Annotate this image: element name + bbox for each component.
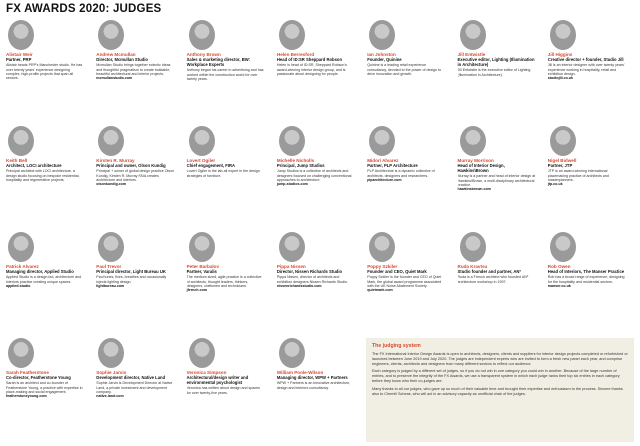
judge-name: Michelle Nicholls xyxy=(276,158,315,163)
judge-website[interactable]: jtp.co.uk xyxy=(547,182,563,187)
judge-role: Principal director, Light Bureau UK xyxy=(96,269,166,275)
judge-role: Partner, PRP xyxy=(6,57,32,63)
judge-card xyxy=(367,126,445,182)
judge-bio: Principal + owner of global design practice Olson Kundig, Kirsten R. Murray FAIA creates architecture and interiors. xyxy=(96,169,175,182)
judge-role: Head of Interiors, The Manser Practice xyxy=(547,269,625,275)
judge-name: Murray Morrison xyxy=(457,158,494,163)
judge-portrait-photo xyxy=(279,232,305,262)
judge-role: Director, Mcmullan Studio xyxy=(96,57,148,63)
judge-name: Pippa Nissen xyxy=(276,264,306,269)
judge-bio: The medium sized, agile practice is a collective of architects, thought leaders, thinkers, designers, craftsmen and technicians. xyxy=(186,275,262,288)
judge-card xyxy=(548,232,626,288)
judge-role: Head of Interior Design, Hawkins\Brown xyxy=(457,163,505,174)
page-title: FX AWARDS 2020: JUDGES xyxy=(6,3,162,15)
judge-bio: Poppy Szkiler is the founder and CEO of Quiet Mark, the global award programme associated with the UK Noise Abatement Society. xyxy=(367,275,442,288)
judge-role: Founder and CEO, Quiet Mark xyxy=(367,269,427,275)
judge-website[interactable]: nissenrichardsstudio.com xyxy=(276,284,322,288)
judge-role: Partner, Varalis xyxy=(186,269,217,275)
judge-card xyxy=(187,126,265,178)
judge-role: Architect, LOCI architecture xyxy=(6,163,62,169)
judge-website[interactable]: studiojill.co.uk xyxy=(547,76,573,81)
judge-website[interactable]: native-land.com xyxy=(96,394,124,399)
judge-website[interactable]: featherstoneyoung.com xyxy=(6,394,47,399)
judge-name: Paul Trevor xyxy=(96,264,122,269)
judge-card xyxy=(6,338,84,399)
judging-system-heading: The judging system xyxy=(372,343,421,349)
judge-portrait-photo xyxy=(8,20,34,50)
judge-bio: Sophie Jarvis is Development Director at Native Land, a private investment and development company. xyxy=(96,381,173,394)
judge-portrait-photo xyxy=(98,338,124,368)
judge-portrait-photo xyxy=(8,126,34,156)
judge-portrait-photo xyxy=(460,232,486,262)
judge-role: Principal, Jump Studios xyxy=(276,163,325,169)
judge-card xyxy=(277,126,355,187)
judge-portrait-photo xyxy=(279,338,305,368)
judge-bio: Jump Studios is a collective of architects and designers focused on challenging conventional approaches to architecture. xyxy=(276,169,352,182)
judge-role: Managing director, WPW + Partners xyxy=(276,375,348,381)
judge-portrait-photo xyxy=(98,126,124,156)
judge-bio: Helen is head of ID:SR, Sheppard Robson's award-winning interior design group, and is passionate about designing for people. xyxy=(276,63,347,76)
judge-bio: Applied Studio is a design-led, architecture and interiors practice creating unique spaces. xyxy=(6,275,82,284)
judge-name: Jill Higgins xyxy=(547,52,573,57)
judge-role: Principal and owner, Olson Kundig xyxy=(96,163,166,169)
judge-name: Lovert Ogiler xyxy=(186,158,216,163)
judge-role: Creative director + founder, Studio Jill xyxy=(547,57,624,63)
judge-portrait-photo xyxy=(550,232,576,262)
judge-portrait-photo xyxy=(369,126,395,156)
judge-name: Alistair Weir xyxy=(6,52,33,57)
judge-role: Sales & marketing director, BW: Workplace Experts xyxy=(186,57,251,68)
judge-name: Ruda Kravtsu xyxy=(457,264,488,269)
judge-name: Kirsten R. Murray xyxy=(96,158,135,163)
judge-portrait-photo xyxy=(189,232,215,262)
judge-name: Nigel Bidwell xyxy=(547,158,577,163)
judge-role: Studio founder and partner, ANº xyxy=(457,269,521,275)
judge-role: Chief engagement, FIRA xyxy=(186,163,235,169)
judge-card xyxy=(96,20,174,81)
judge-bio: Alistair heads PRP's Manchester studio. He has over twenty years' experience designing complex, high-profile projects that span all sectors. xyxy=(6,63,83,81)
judge-name: William Poole-Wilson xyxy=(276,370,324,375)
judge-bio: Rob has a broad range of experience, designing for the hospitality and residential sectors. xyxy=(547,275,625,284)
judge-card xyxy=(187,232,265,293)
judge-name: Jill Entwistle xyxy=(457,52,486,57)
judge-name: Peter Barbalov xyxy=(186,264,220,269)
judge-bio: JTP is an award-winning international placemaking practice of architects and masterplanners. xyxy=(547,169,609,182)
judge-bio: PLP Architecture is a dynamic collective of architects, designers and researchers. xyxy=(367,169,435,178)
judge-bio: Anthony began his career in advertising and has worked within the construction world for over twenty years. xyxy=(186,68,264,81)
judge-portrait-photo xyxy=(550,126,576,156)
judge-website[interactable]: applied.studio xyxy=(6,284,31,288)
judge-bio: Principal architect with LOCI architecture, a design studio focusing on bespoke residential, hospitality and regenerative projects. xyxy=(6,169,80,182)
judge-card xyxy=(277,338,355,390)
judging-system-paragraph-3: Many thanks to all our judges, who gave up so much of their valuable time and brought their expertise and enthusiasm to the process. Sincere thanks also to Chemill Scheas, who will act in an advisory capacity as unofficial chair of the judges. xyxy=(372,386,623,396)
judge-role: Director, Nissen Richards Studio xyxy=(276,269,343,275)
judge-card xyxy=(96,338,174,399)
judge-name: Andrew Mcmullan xyxy=(96,52,136,57)
judge-card xyxy=(6,126,84,182)
judge-role: Founder, Quinine xyxy=(367,57,402,63)
judge-website[interactable]: mcmullanstudio.com xyxy=(96,76,133,81)
judge-portrait-photo xyxy=(8,232,34,262)
judge-bio: Sarah is an architect and co-founder of Featherstone Young, a practice with expertise in place-making and social engagement. xyxy=(6,381,83,394)
judge-name: Veronica Simpson xyxy=(186,370,227,375)
judge-role: Development director, Native Land xyxy=(96,375,166,381)
judge-portrait-photo xyxy=(98,20,124,50)
judge-bio: Lovert Ogiler is the lab-all expert in the design strategies of furniture. xyxy=(186,169,260,178)
judge-bio: Paul tunes, fixes, breathes and occasionally injects lighting design. xyxy=(96,275,167,284)
judge-name: Helen Berresford xyxy=(276,52,315,57)
judge-website[interactable]: plparchitecture.com xyxy=(367,178,402,182)
judge-role: Managing director, Applied Studio xyxy=(6,269,74,275)
judge-card xyxy=(96,232,174,288)
judge-card xyxy=(96,126,174,187)
judge-card xyxy=(277,20,355,76)
judge-website[interactable]: manser.co.uk xyxy=(547,284,571,288)
judge-portrait-photo xyxy=(189,126,215,156)
judge-portrait-photo xyxy=(369,20,395,50)
judge-portrait-photo xyxy=(279,126,305,156)
judge-portrait-photo xyxy=(189,20,215,50)
judge-name: Sarah Featherstone xyxy=(6,370,49,375)
judge-name: Poppy Szkiler xyxy=(367,264,398,269)
judge-card xyxy=(367,232,445,293)
judge-card xyxy=(548,126,626,187)
judge-name: Midori Alvarez xyxy=(367,158,399,163)
judge-role: Executive editor, Lighting (Illumination in Architecture) xyxy=(457,57,535,68)
judge-name: Rob Owen xyxy=(547,264,571,269)
judge-name: Sophie Jarvis xyxy=(96,370,127,375)
judge-bio: Jill Entwistle is the executive editor of Lighting (Illumination in Architecture). xyxy=(457,68,531,77)
judge-website[interactable]: hawkinsbrown.com xyxy=(457,187,491,192)
judging-system-paragraph-1: The FX International Interior Design Awards is open to architects, designers, clients and suppliers for interior design projects completed or refurbished or launched between June 2019 and July 2020. The judges are independent experts who are invited to form a fresh new panel each year, and comprise engineers, clients, architects and designers from many different sectors to reflect our audience. xyxy=(372,352,628,366)
judge-bio: Jill is an interior designer with over twenty years' experience working in hospitality, retail and exhibition design. xyxy=(547,63,625,76)
judge-name: Anthony Brown xyxy=(186,52,221,57)
judge-card xyxy=(6,232,84,288)
judge-card xyxy=(458,20,536,77)
judge-card xyxy=(187,338,265,395)
judge-role: Partner, JTP xyxy=(547,163,573,169)
judge-bio: WPW + Partners is an innovative architecture, design and interiors consultancy. xyxy=(276,381,351,390)
judge-card xyxy=(458,126,536,192)
judge-role: Architectural/design writer and environmental psychologist xyxy=(186,375,249,386)
judge-portrait-photo xyxy=(8,338,34,368)
judge-bio: Quinine is a leading retail experience consultancy, devoted to the power of design to drive innovation and growth. xyxy=(367,63,442,76)
judge-portrait-photo xyxy=(550,20,576,50)
judge-role: Co-director, Featherstone Young xyxy=(6,375,71,381)
judge-role: Partner, PLP Architecture xyxy=(367,163,418,169)
judge-portrait-photo xyxy=(460,126,486,156)
judge-portrait-photo xyxy=(189,338,215,368)
judge-name: Keith Bell xyxy=(6,158,28,163)
judge-website[interactable]: olsonkundig.com xyxy=(96,182,127,187)
judge-card xyxy=(277,232,355,288)
judge-website[interactable]: jfernch.com xyxy=(186,288,207,293)
judging-system-box xyxy=(366,338,634,442)
judge-website[interactable]: jump-studios.com xyxy=(276,182,308,187)
judge-bio: Pippa Nissen, director of architects and exhibition designers Nissen Richards Studio. xyxy=(276,275,349,284)
judge-bio: Ruda is a French architect who founded ANº architecture workshop in 1997. xyxy=(457,275,529,284)
judge-role: Head of ID:SR Sheppard Robson xyxy=(276,57,343,63)
judge-portrait-photo xyxy=(369,232,395,262)
judge-portrait-photo xyxy=(279,20,305,50)
judge-bio: Mcmullan Studio brings together eclectic ideas and thoughtful pragmatism to create buildable, beautiful architectural and interior projects. xyxy=(96,63,171,76)
judge-card xyxy=(367,20,445,76)
judge-portrait-photo xyxy=(460,20,486,50)
judge-website[interactable]: quietmark.com xyxy=(367,288,393,293)
judge-card xyxy=(458,232,536,284)
judging-system-paragraph-2: Each category is judged by a different set of judges, so if you do not win in one category you could win in another. Because of the large number of entries, and to preserve the integrity of the FX Awards, we use a transparent system in which each judge ranks their top six entries in each category before they know who their co-judges are. xyxy=(372,369,620,383)
judge-website[interactable]: lightbureau.com xyxy=(96,284,125,288)
judge-card xyxy=(187,20,265,81)
judge-card xyxy=(548,20,626,81)
judge-name: Ian Johnston xyxy=(367,52,396,57)
judge-card xyxy=(6,20,84,81)
judge-bio: Murray is a partner and head of interior design at Hawkins\Brown, a multi-disciplinary architectural practice. xyxy=(457,174,536,187)
judge-portrait-photo xyxy=(98,232,124,262)
judge-name: Patrick Alvarez xyxy=(6,264,39,269)
judge-bio: Veronica has written about design and spaces for over twenty-five years. xyxy=(186,386,260,395)
